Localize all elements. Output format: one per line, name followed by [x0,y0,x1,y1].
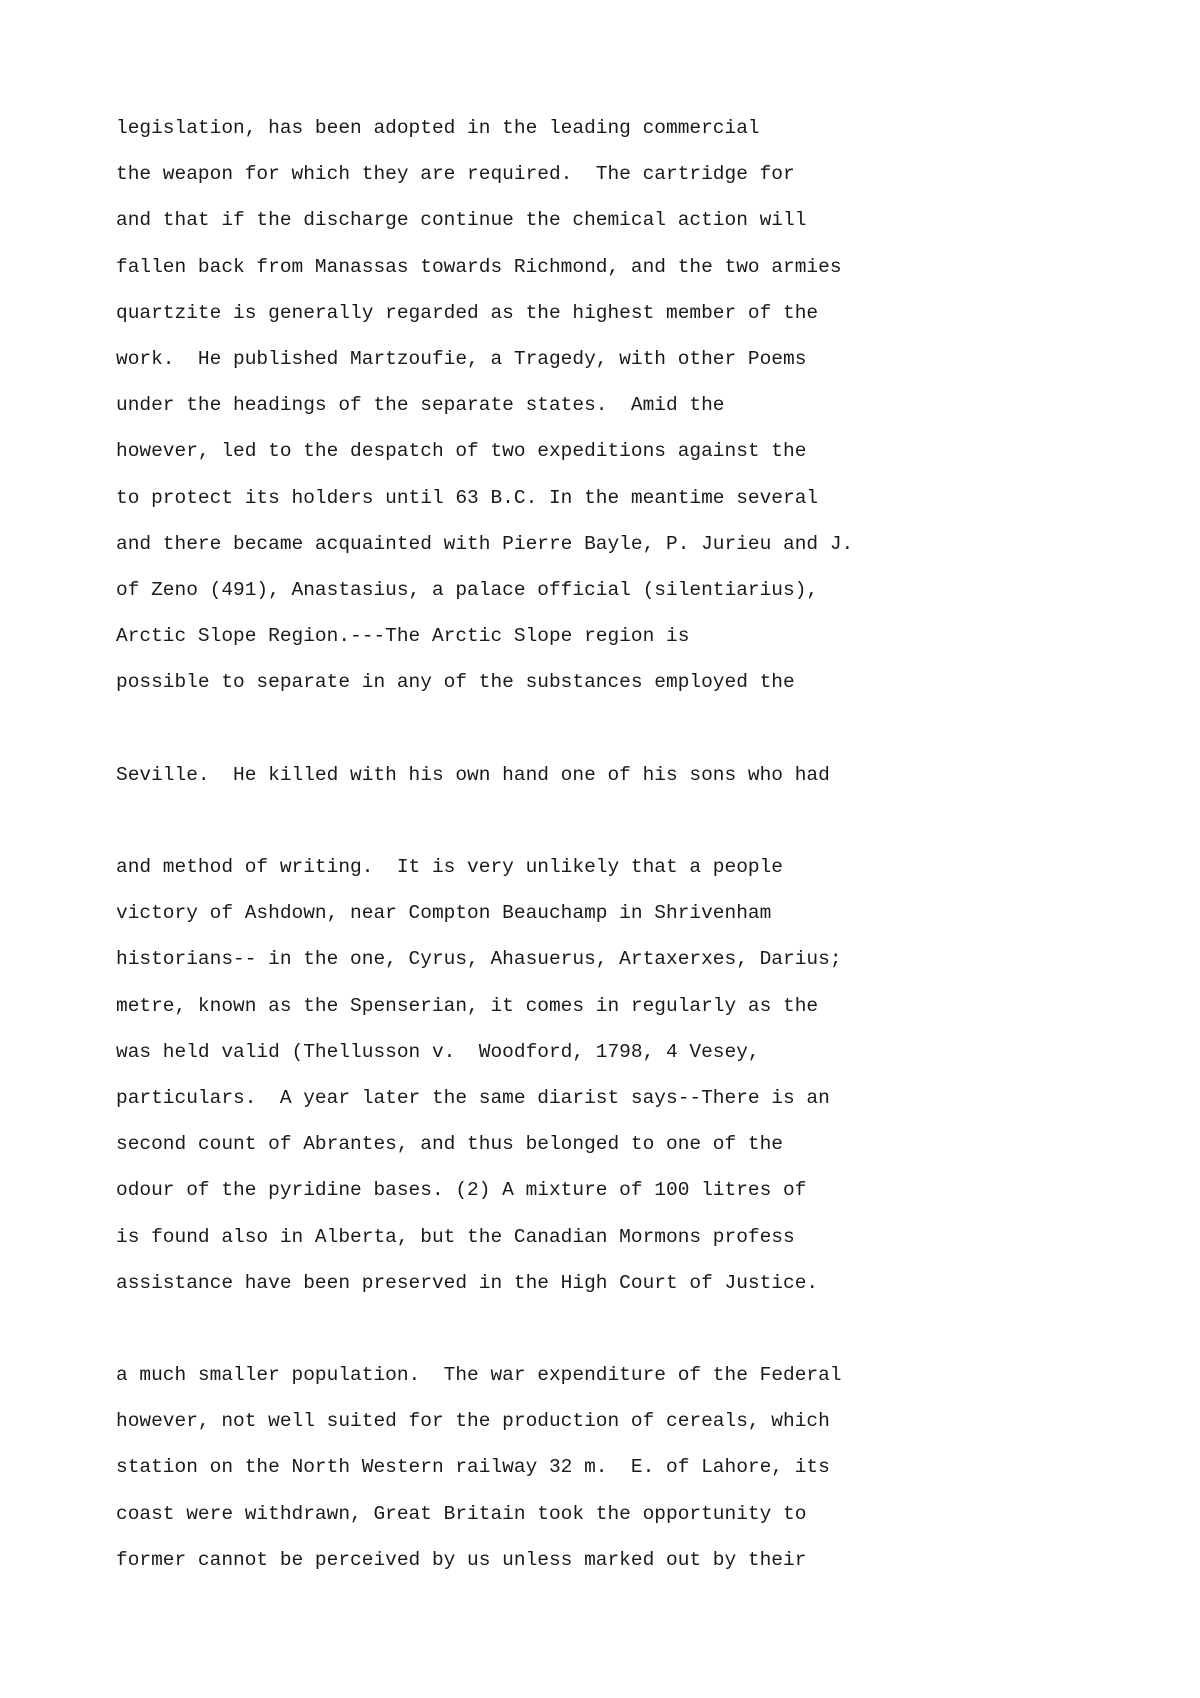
text-line: a much smaller population. The war expenditure of the Federal [116,1364,842,1387]
text-line: fallen back from Manassas towards Richmond, and the two armies [116,255,842,278]
text-line: under the headings of the separate states. Amid the [116,394,725,417]
text-line: however, not well suited for the production of cereals, which [116,1410,830,1433]
text-line: coast were withdrawn, Great Britain took the opportunity to [116,1502,807,1525]
text-line: victory of Ashdown, near Compton Beauchamp in Shrivenham [116,902,772,925]
text-line: metre, known as the Spenserian, it comes in regularly as the [116,994,819,1017]
text-line: assistance have been preserved in the High Court of Justice. [116,1271,819,1294]
text-line: odour of the pyridine bases. (2) A mixture of 100 litres of [116,1179,807,1202]
text-line: and that if the discharge continue the chemical action will [116,209,807,232]
text-line: is found also in Alberta, but the Canadian Mormons profess [116,1225,795,1248]
text-line: historians-- in the one, Cyrus, Ahasuerus, Artaxerxes, Darius; [116,948,842,971]
text-line: of Zeno (491), Anastasius, a palace official (silentiarius), [116,578,819,601]
text-line: Arctic Slope Region.---The Arctic Slope region is [116,625,690,648]
text-line: Seville. He killed with his own hand one of his sons who had [116,763,830,786]
blank-line [116,1306,1116,1352]
text-line: and method of writing. It is very unlikely that a people [116,856,784,878]
text-line: legislation, has been adopted in the leading commercial [116,117,760,139]
text-line: the weapon for which they are required. The cartridge for [116,163,795,186]
text-line: former cannot be perceived by us unless marked out by their [116,1548,807,1571]
text-line: possible to separate in any of the substances employed the [116,671,795,694]
text-line: was held valid (Thellusson v. Woodford, 1798, 4 Vesey, [116,1040,760,1063]
text-line: work. He published Martzoufie, a Tragedy, with other Poems [116,347,807,370]
text-line: particulars. A year later the same diarist says--There is an [116,1086,830,1109]
blank-line [116,798,1116,844]
text-line: to protect its holders until 63 B.C. In the meantime several [116,486,819,509]
blank-line [116,705,1116,751]
text-line: quartzite is generally regarded as the highest member of the [116,301,819,324]
text-line: station on the North Western railway 32 m. E. of Lahore, its [116,1456,830,1479]
body-text [116,105,1116,1583]
text-line: second count of Abrantes, and thus belonged to one of the [116,1133,784,1156]
text-line: however, led to the despatch of two expeditions against the [116,440,807,463]
text-line: and there became acquainted with Pierre Bayle, P. Jurieu and J. [116,532,854,555]
